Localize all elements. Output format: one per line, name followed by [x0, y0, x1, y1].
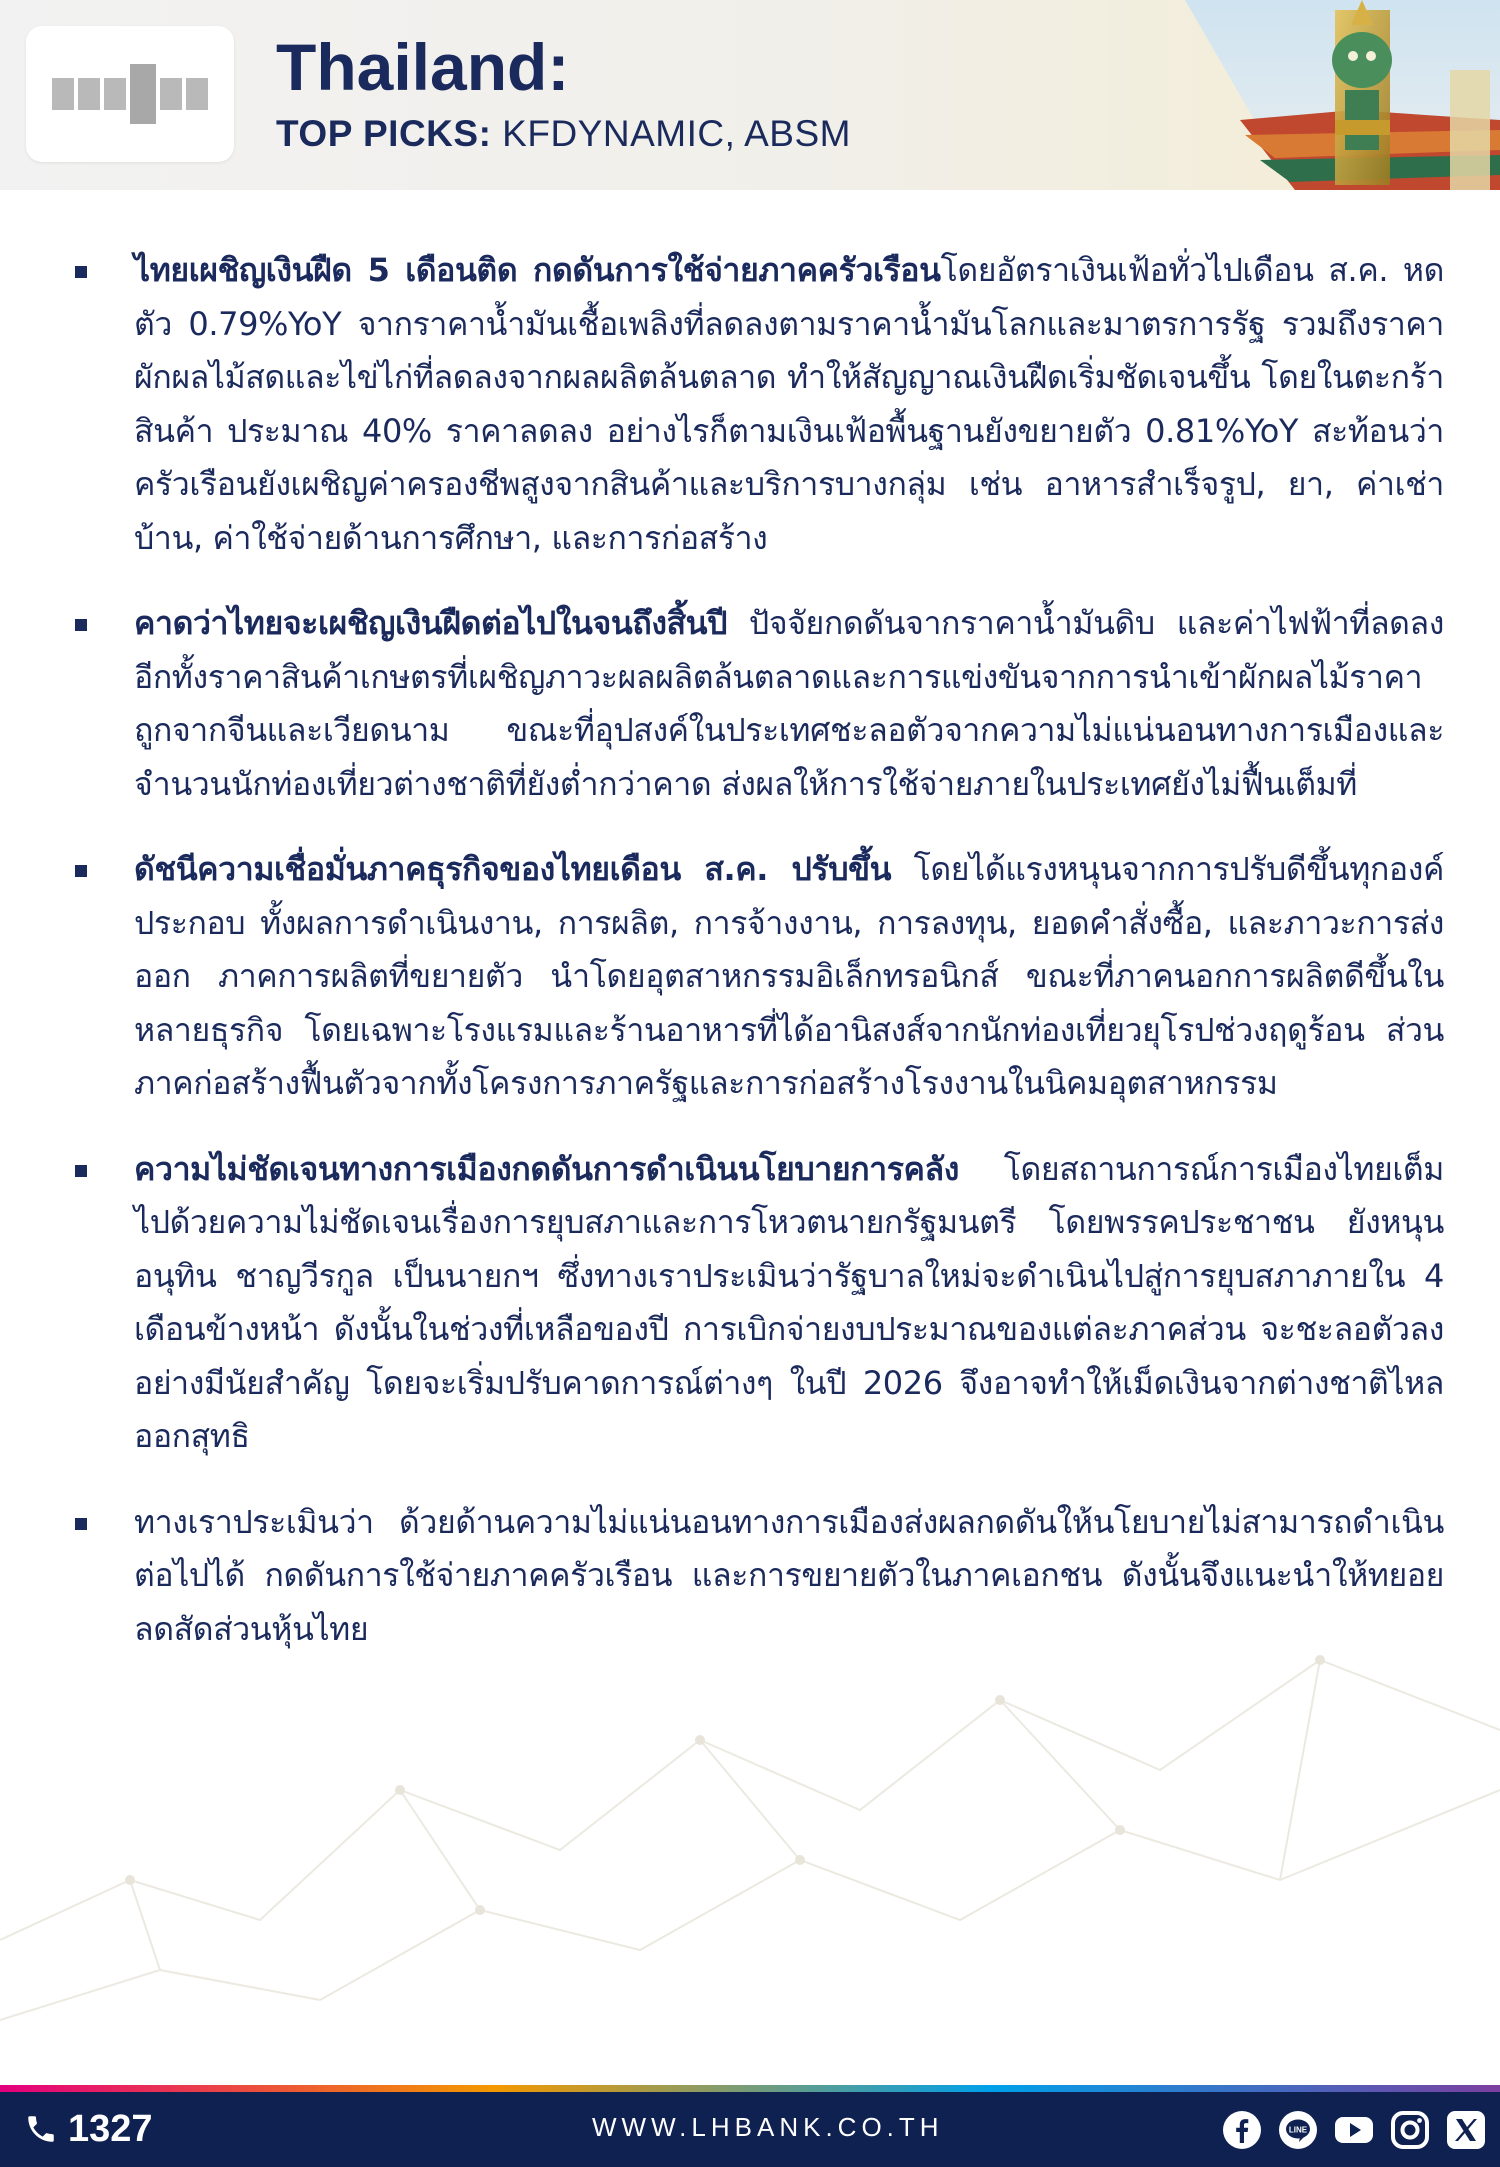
page-subtitle: [276, 112, 851, 156]
bullet-heading: ไทยเผชิญเงินฝืด 5 เดือนติด กดดันการใช้จ่ายภาคครัวเรือน: [134, 251, 941, 289]
bullet-text: โดยได้แรงหนุนจากการปรับดีขึ้นทุกองค์ประกอบ ทั้งผลการดำเนินงาน, การผลิต, การจ้างงาน, การลงทุน, ยอดคำสั่งซื้อ, และภาวะการส่งออก ภาคการผลิตที่ขยายตัว นำโดยอุตสาหกรรมอิเล็กทรอนิกส์ ขณะที่ภาคนอกการผลิตดีขึ้นในหลายธุรกิจ โดยเฉพาะโรงแรมและร้านอาหารที่ได้อานิสงส์จากนักท่องเที่ยวยุโรปช่วงฤดูร้อน ส่วนภาคก่อสร้างฟื้นตัวจากทั้งโครงการภาครัฐและการก่อสร้างโรงงานในนิคมอุตสาหกรรม: [134, 850, 1444, 1102]
bullet-text: ทางเราประเมินว่า ด้วยด้านความไม่แน่นอนทางการเมืองส่งผลกดดันให้นโยบายไม่สามารถดำเนินต่อไปได้ กดดันการใช้จ่ายภาคครัวเรือน และการขยายตัวในภาคเอกชน ดังนั้นจึงแนะนำให้ทยอยลดสัดส่วนหุ้นไทย: [134, 1502, 1444, 1648]
x-icon[interactable]: [1446, 2110, 1486, 2150]
website-link[interactable]: WWW.LHBANK.CO.TH: [592, 2112, 944, 2142]
footer-color-stripe: [0, 2085, 1500, 2092]
bullet-text: โดยสถานการณ์การเมืองไทยเต็มไปด้วยความไม่ชัดเจนเรื่องการยุบสภาและการโหวตนายกรัฐมนตรี โดยพรรคประชาชน ยังหนุน อนุทิน ชาญวีรกูล เป็นนายกฯ ซึ่งทางเราประเมินว่ารัฐบาลใหม่จะดำเนินไปสู่การยุบสภาภายใน 4 เดือนข้างหน้า ดังนั้นในช่วงที่เหลือของปี การเบิกจ่ายงบประมาณของแต่ละภาคส่วน จะชะลอตัวลงอย่างมีนัยสำคัญ โดยจะเริ่มปรับคาดการณ์ต่างๆ ในปี 2026 จึงอาจทำให้เม็ดเงินจากต่างชาติไหลออกสุทธิ: [134, 1149, 1444, 1455]
bullet-paragraph: [134, 1143, 1444, 1464]
social-links: [1222, 2110, 1486, 2150]
bullet-paragraph: [134, 244, 1444, 565]
top-picks-value: KFDYNAMIC, ABSM: [491, 113, 851, 154]
page-header: [0, 0, 1500, 190]
bullet-item: [0, 597, 1500, 811]
bullet-paragraph: [134, 843, 1444, 1111]
line-icon[interactable]: [1278, 2110, 1318, 2150]
bullet-item: [0, 843, 1500, 1111]
square-bullet-icon: [75, 266, 87, 278]
youtube-icon[interactable]: [1334, 2110, 1374, 2150]
bullet-item: [0, 244, 1500, 565]
bullet-text: โดยอัตราเงินเฟ้อทั่วไปเดือน ส.ค. หดตัว 0.79%YoY จากราคาน้ำมันเชื้อเพลิงที่ลดลงตามราคาน้ำมันโลกและมาตรการรัฐ รวมถึงราคาผักผลไม้สดและไข่ไก่ที่ลดลงจากผลผลิตล้นตลาด ทำให้สัญญาณเงินฝืดเริ่มชัดเจนขึ้น โดยในตะกร้าสินค้า ประมาณ 40% ราคาลดลง อย่างไรก็ตามเงินเฟ้อพื้นฐานยังขยายตัว 0.81%YoY สะท้อนว่าครัวเรือนยังเผชิญค่าครองชีพสูงจากสินค้าและบริการบางกลุ่ม เช่น อาหารสำเร็จรูป, ยา, ค่าเช่าบ้าน, ค่าใช้จ่ายด้านการศึกษา, และการก่อสร้าง: [134, 251, 1444, 557]
phone-contact[interactable]: [24, 2106, 153, 2152]
temple-guardian-image: [1185, 0, 1500, 190]
square-bullet-icon: [75, 1518, 87, 1530]
facebook-icon[interactable]: [1222, 2110, 1262, 2150]
phone-icon: [24, 2112, 58, 2146]
phone-number: 1327: [68, 2107, 153, 2150]
svg-text:LINE: LINE: [1288, 2125, 1308, 2135]
lh-bank-logo: [26, 26, 234, 162]
page-title: Thailand:: [276, 30, 570, 104]
page-footer: [0, 2092, 1500, 2167]
bullet-paragraph: [134, 597, 1444, 811]
bullet-item: [0, 1143, 1500, 1464]
square-bullet-icon: [75, 1165, 87, 1177]
background-network-decoration: [0, 1620, 1500, 2100]
bullet-heading: ความไม่ชัดเจนทางการเมืองกดดันการดำเนินนโยบายการคลัง: [134, 1149, 959, 1188]
bullet-heading: ดัชนีความเชื่อมั่นภาคธุรกิจของไทยเดือน ส.ค. ปรับขึ้น: [134, 850, 892, 888]
square-bullet-icon: [75, 619, 87, 631]
top-picks-label: TOP PICKS:: [276, 113, 492, 154]
article-body: [0, 212, 1500, 1688]
square-bullet-icon: [75, 865, 87, 877]
bullet-text: ปัจจัยกดดันจากราคาน้ำมันดิบ และค่าไฟฟ้าที่ลดลง อีกทั้งราคาสินค้าเกษตรที่เผชิญภาวะผลผลิตล้นตลาดและการแข่งขันจากการนำเข้าผักผลไม้ราคาถูกจากจีนและเวียดนาม ขณะที่อุปสงค์ในประเทศชะลอตัวจากความไม่แน่นอนทางการเมืองและจำนวนนักท่องเที่ยวต่างชาติที่ยังต่ำกว่าคาด ส่งผลให้การใช้จ่ายภายในประเทศยังไม่ฟื้นเต็มที่: [134, 604, 1444, 803]
bullet-heading: คาดว่าไทยจะเผชิญเงินฝืดต่อไปในจนถึงสิ้นปี: [134, 604, 728, 642]
instagram-icon[interactable]: [1390, 2110, 1430, 2150]
